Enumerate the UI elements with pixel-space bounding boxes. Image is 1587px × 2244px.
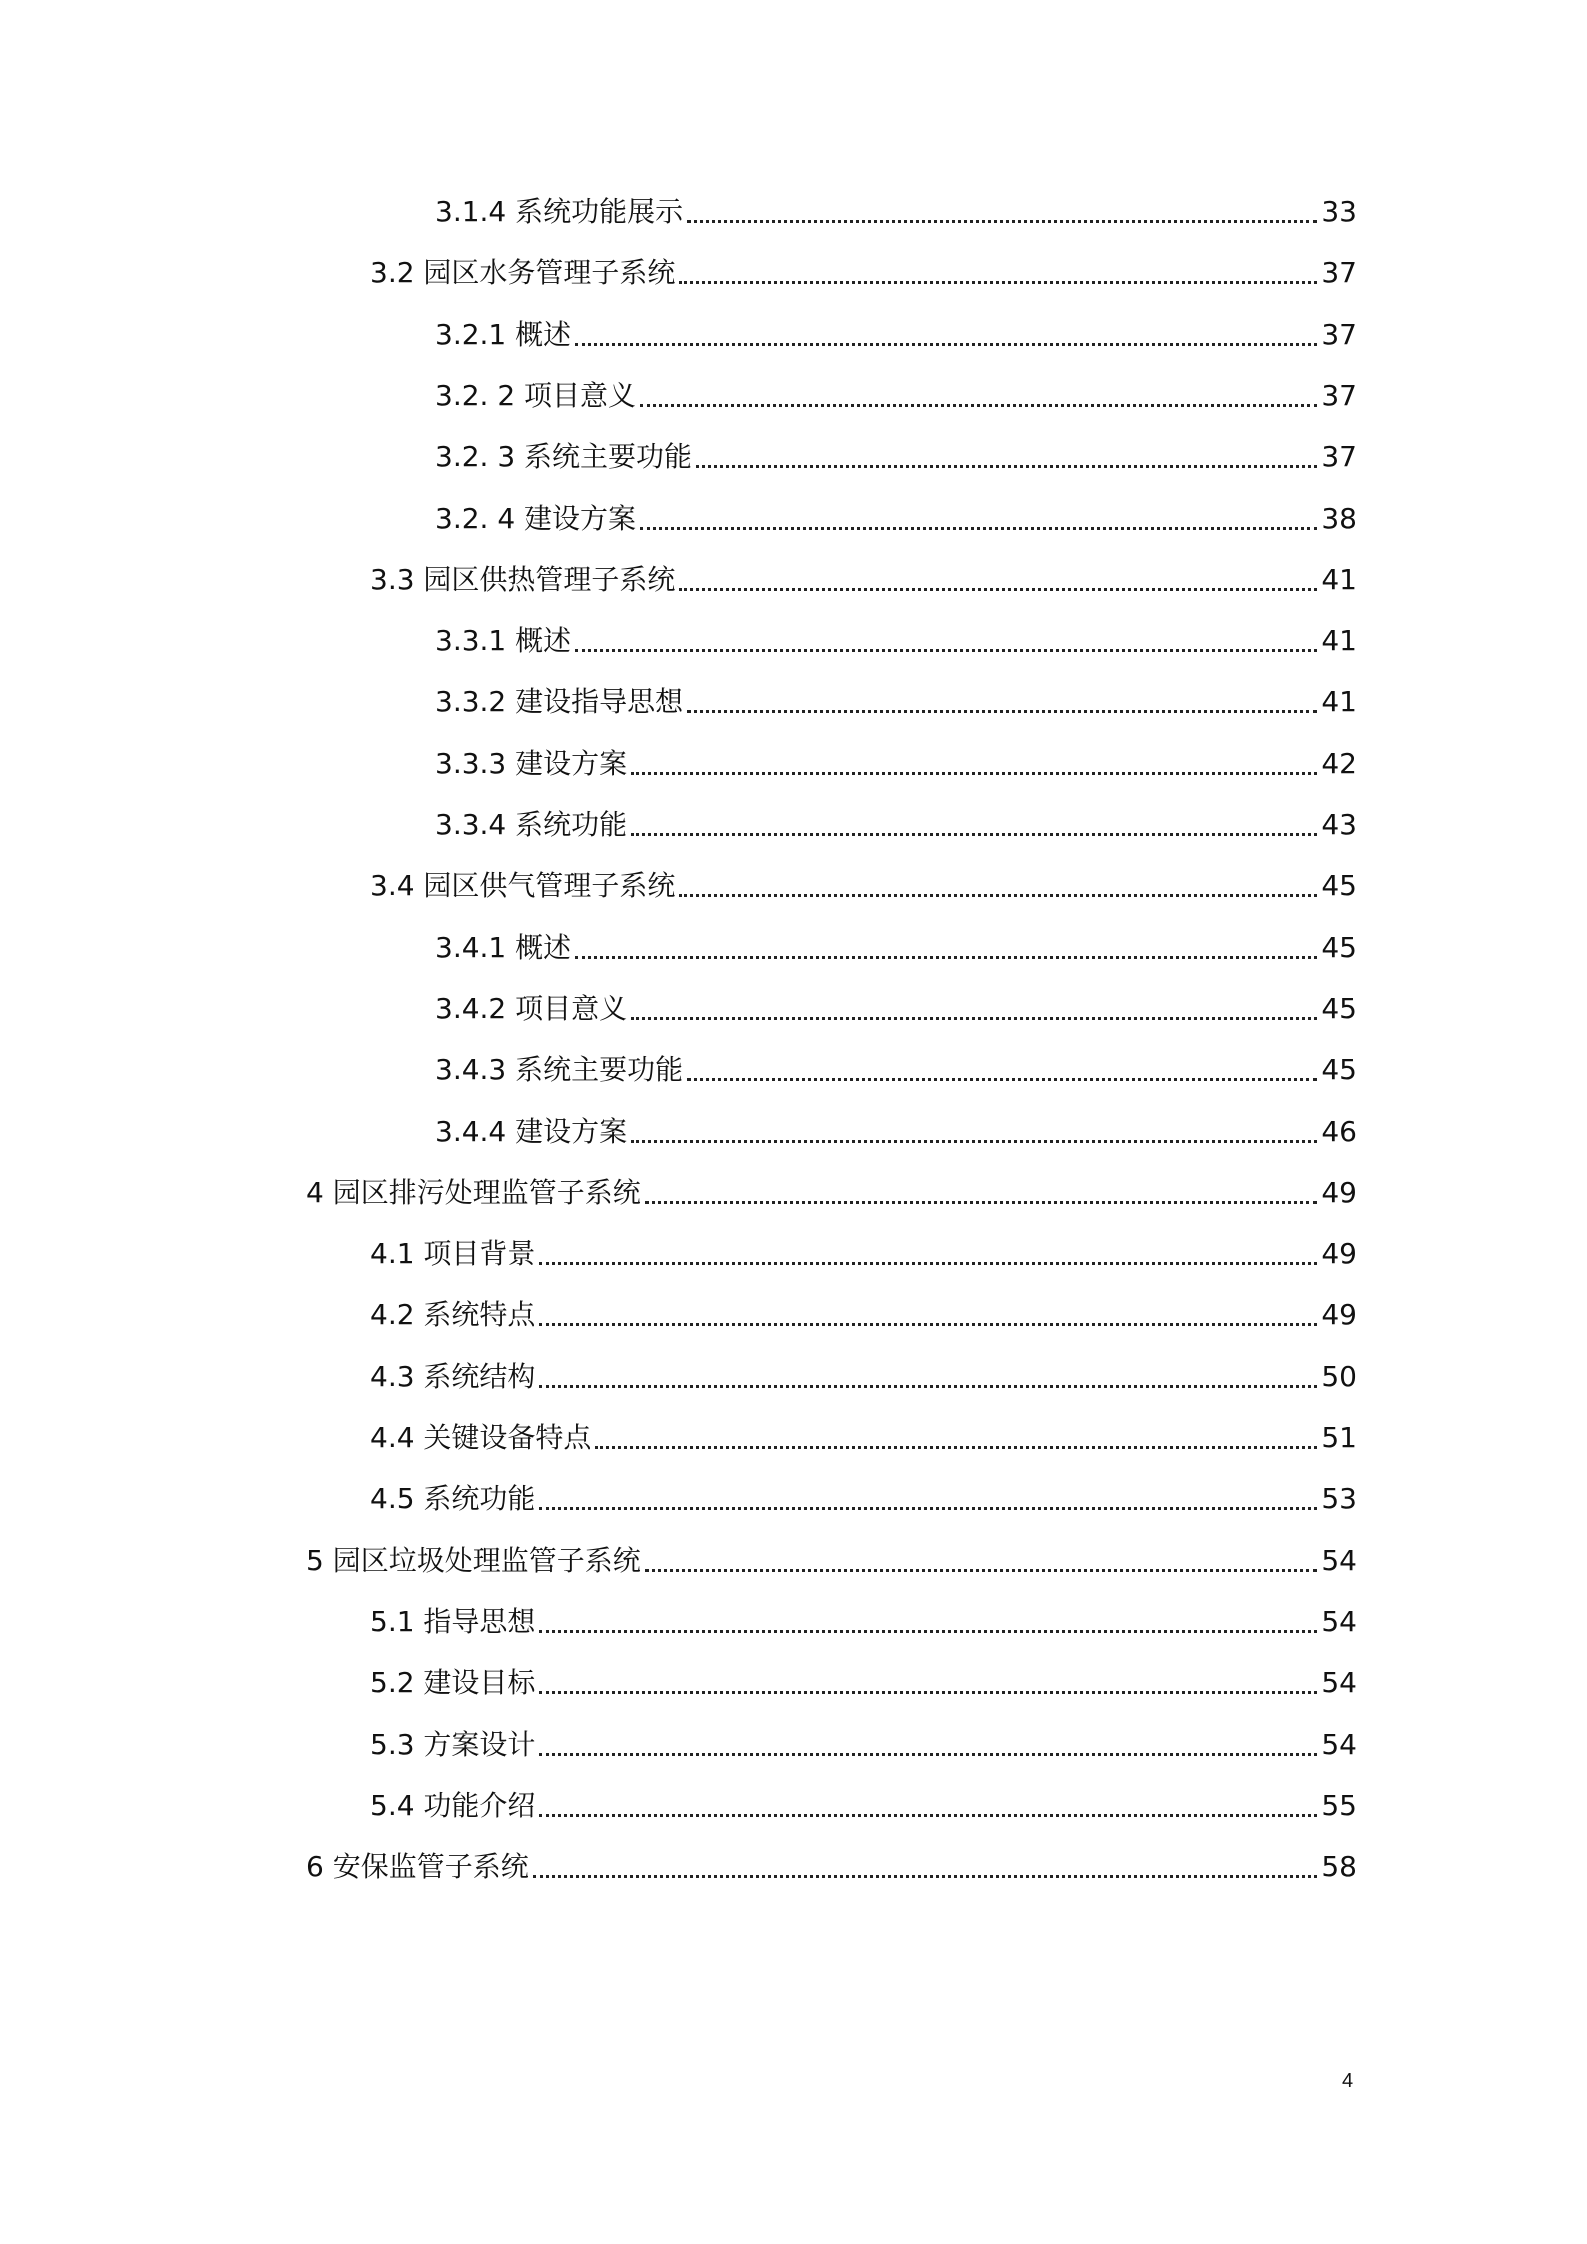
- toc-entry[interactable]: [370, 558, 1357, 602]
- toc-entry[interactable]: [435, 619, 1357, 663]
- toc-entry-title: 4.4 关键设备特点: [370, 1421, 592, 1454]
- toc-entry[interactable]: [435, 190, 1357, 234]
- toc-entry-title: 3.2. 3 系统主要功能: [435, 440, 693, 474]
- toc-entry[interactable]: [435, 313, 1357, 357]
- toc-entry-title: 3.3.2 建设指导思想: [435, 685, 684, 719]
- dot-leader: [631, 833, 1317, 836]
- dot-leader: [539, 1753, 1317, 1756]
- toc-entry-title: 4.5 系统功能: [370, 1482, 536, 1516]
- toc-entry[interactable]: [435, 497, 1357, 541]
- dot-leader: [687, 220, 1317, 223]
- toc-entry-page: 45: [1321, 991, 1357, 1025]
- toc-entry[interactable]: [370, 1355, 1357, 1399]
- dot-leader: [645, 1201, 1318, 1204]
- toc-entry-page: 41: [1321, 624, 1357, 658]
- toc-entry-page: 37: [1321, 317, 1357, 351]
- toc-entry-title: 3.3 园区供热管理子系统: [370, 562, 676, 596]
- toc-entry-page: 42: [1321, 746, 1357, 780]
- toc-entry-title: 4 园区排污处理监管子系统: [306, 1175, 641, 1209]
- dot-leader: [679, 894, 1317, 897]
- dot-leader: [575, 343, 1317, 346]
- toc-entry-page: 45: [1321, 1053, 1357, 1087]
- toc-entry-page: 41: [1321, 562, 1357, 596]
- toc-entry-title: 3.2. 4 建设方案: [435, 501, 637, 535]
- toc-entry[interactable]: [306, 1845, 1357, 1889]
- dot-leader: [539, 1323, 1317, 1326]
- dot-leader: [640, 527, 1317, 530]
- toc-entry-page: 38: [1321, 501, 1357, 535]
- dot-leader: [539, 1691, 1317, 1694]
- dot-leader: [631, 1017, 1317, 1020]
- dot-leader: [645, 1569, 1318, 1572]
- dot-leader: [539, 1507, 1317, 1510]
- toc-entry-page: 49: [1321, 1175, 1357, 1209]
- toc-entry[interactable]: [370, 1293, 1357, 1337]
- toc-entry[interactable]: [435, 926, 1357, 970]
- toc-entry-title: 3.3.4 系统功能: [435, 808, 628, 841]
- toc-entry-page: 41: [1321, 685, 1357, 719]
- toc-entry-title: 5.1 指导思想: [370, 1604, 536, 1638]
- toc-entry-page: 53: [1321, 1482, 1357, 1516]
- dot-leader: [575, 649, 1317, 652]
- dot-leader: [539, 1385, 1317, 1388]
- toc-entry-page: 54: [1321, 1543, 1357, 1577]
- toc-entry[interactable]: [370, 251, 1357, 295]
- dot-leader: [575, 956, 1317, 959]
- toc-entry-page: 46: [1321, 1114, 1357, 1148]
- toc-entry-title: 3.3.1 概述: [435, 624, 572, 658]
- toc-entry[interactable]: [306, 1539, 1357, 1583]
- toc-entry-title: 5.4 功能介绍: [370, 1788, 536, 1822]
- toc-entry-page: 45: [1321, 869, 1357, 903]
- toc-entry-page: 54: [1321, 1604, 1357, 1638]
- toc-entry[interactable]: [306, 1171, 1357, 1215]
- toc-entry-title: 3.2 园区水务管理子系统: [370, 256, 676, 290]
- toc-entry[interactable]: [370, 1600, 1357, 1644]
- toc-entry-title: 3.4 园区供气管理子系统: [370, 869, 676, 903]
- toc-entry[interactable]: [435, 435, 1357, 479]
- toc-entry-title: 4.2 系统特点: [370, 1298, 536, 1332]
- toc-entry-page: 51: [1321, 1421, 1357, 1454]
- dot-leader: [696, 465, 1317, 468]
- dot-leader: [679, 281, 1317, 284]
- toc-entry-title: 4.1 项目背景: [370, 1237, 536, 1271]
- toc-entry-title: 3.4.4 建设方案: [435, 1114, 628, 1148]
- toc-entry-page: 54: [1321, 1727, 1357, 1761]
- toc-entry[interactable]: [435, 374, 1357, 418]
- dot-leader: [687, 1078, 1317, 1081]
- toc-entry-page: 58: [1321, 1850, 1357, 1884]
- toc-entry[interactable]: [370, 1784, 1357, 1828]
- toc-entry[interactable]: [370, 1477, 1357, 1521]
- toc-entry[interactable]: [435, 1048, 1357, 1092]
- toc-entry[interactable]: [370, 864, 1357, 908]
- toc-entry-page: 37: [1321, 378, 1357, 412]
- toc-entry-page: 43: [1321, 808, 1357, 841]
- toc-entry-title: 4.3 系统结构: [370, 1359, 536, 1393]
- toc-entry-title: 5.2 建设目标: [370, 1666, 536, 1700]
- toc-entry-page: 37: [1321, 440, 1357, 474]
- toc-entry-title: 6 安保监管子系统: [306, 1850, 529, 1884]
- toc-entry[interactable]: [435, 803, 1357, 847]
- toc-entry-page: 55: [1321, 1788, 1357, 1822]
- dot-leader: [539, 1814, 1317, 1817]
- toc-entry[interactable]: [435, 680, 1357, 724]
- page-number: 4: [1342, 2070, 1354, 2092]
- dot-leader: [595, 1446, 1317, 1449]
- toc-entry-title: 5.3 方案设计: [370, 1727, 536, 1761]
- dot-leader: [631, 772, 1317, 775]
- toc-entry[interactable]: [370, 1232, 1357, 1276]
- toc-entry[interactable]: [370, 1661, 1357, 1705]
- toc-entry-page: 50: [1321, 1359, 1357, 1393]
- toc-entry-title: 5 园区垃圾处理监管子系统: [306, 1543, 641, 1577]
- toc-entry-page: 45: [1321, 930, 1357, 964]
- dot-leader: [533, 1875, 1318, 1878]
- toc-entry[interactable]: [435, 742, 1357, 786]
- toc-entry-page: 33: [1321, 195, 1357, 228]
- dot-leader: [539, 1262, 1317, 1265]
- toc-entry-title: 3.4.1 概述: [435, 930, 572, 964]
- toc-entry-title: 3.1.4 系统功能展示: [435, 195, 684, 228]
- toc-entry-page: 54: [1321, 1666, 1357, 1700]
- toc-entry[interactable]: [435, 1110, 1357, 1154]
- toc-entry-title: 3.4.2 项目意义: [435, 991, 628, 1025]
- toc-entry-title: 3.3.3 建设方案: [435, 746, 628, 780]
- toc-entry-page: 37: [1321, 256, 1357, 290]
- dot-leader: [631, 1140, 1317, 1143]
- dot-leader: [679, 588, 1317, 591]
- dot-leader: [539, 1630, 1317, 1633]
- toc-entry[interactable]: [370, 1723, 1357, 1767]
- toc-entry[interactable]: [435, 987, 1357, 1031]
- dot-leader: [687, 710, 1317, 713]
- toc-entry-page: 49: [1321, 1298, 1357, 1332]
- toc-entry-title: 3.2. 2 项目意义: [435, 378, 637, 412]
- toc-entry-title: 3.2.1 概述: [435, 317, 572, 351]
- toc-entry-title: 3.4.3 系统主要功能: [435, 1053, 684, 1087]
- toc-entry-page: 49: [1321, 1237, 1357, 1271]
- dot-leader: [640, 404, 1317, 407]
- toc-entry[interactable]: [370, 1416, 1357, 1460]
